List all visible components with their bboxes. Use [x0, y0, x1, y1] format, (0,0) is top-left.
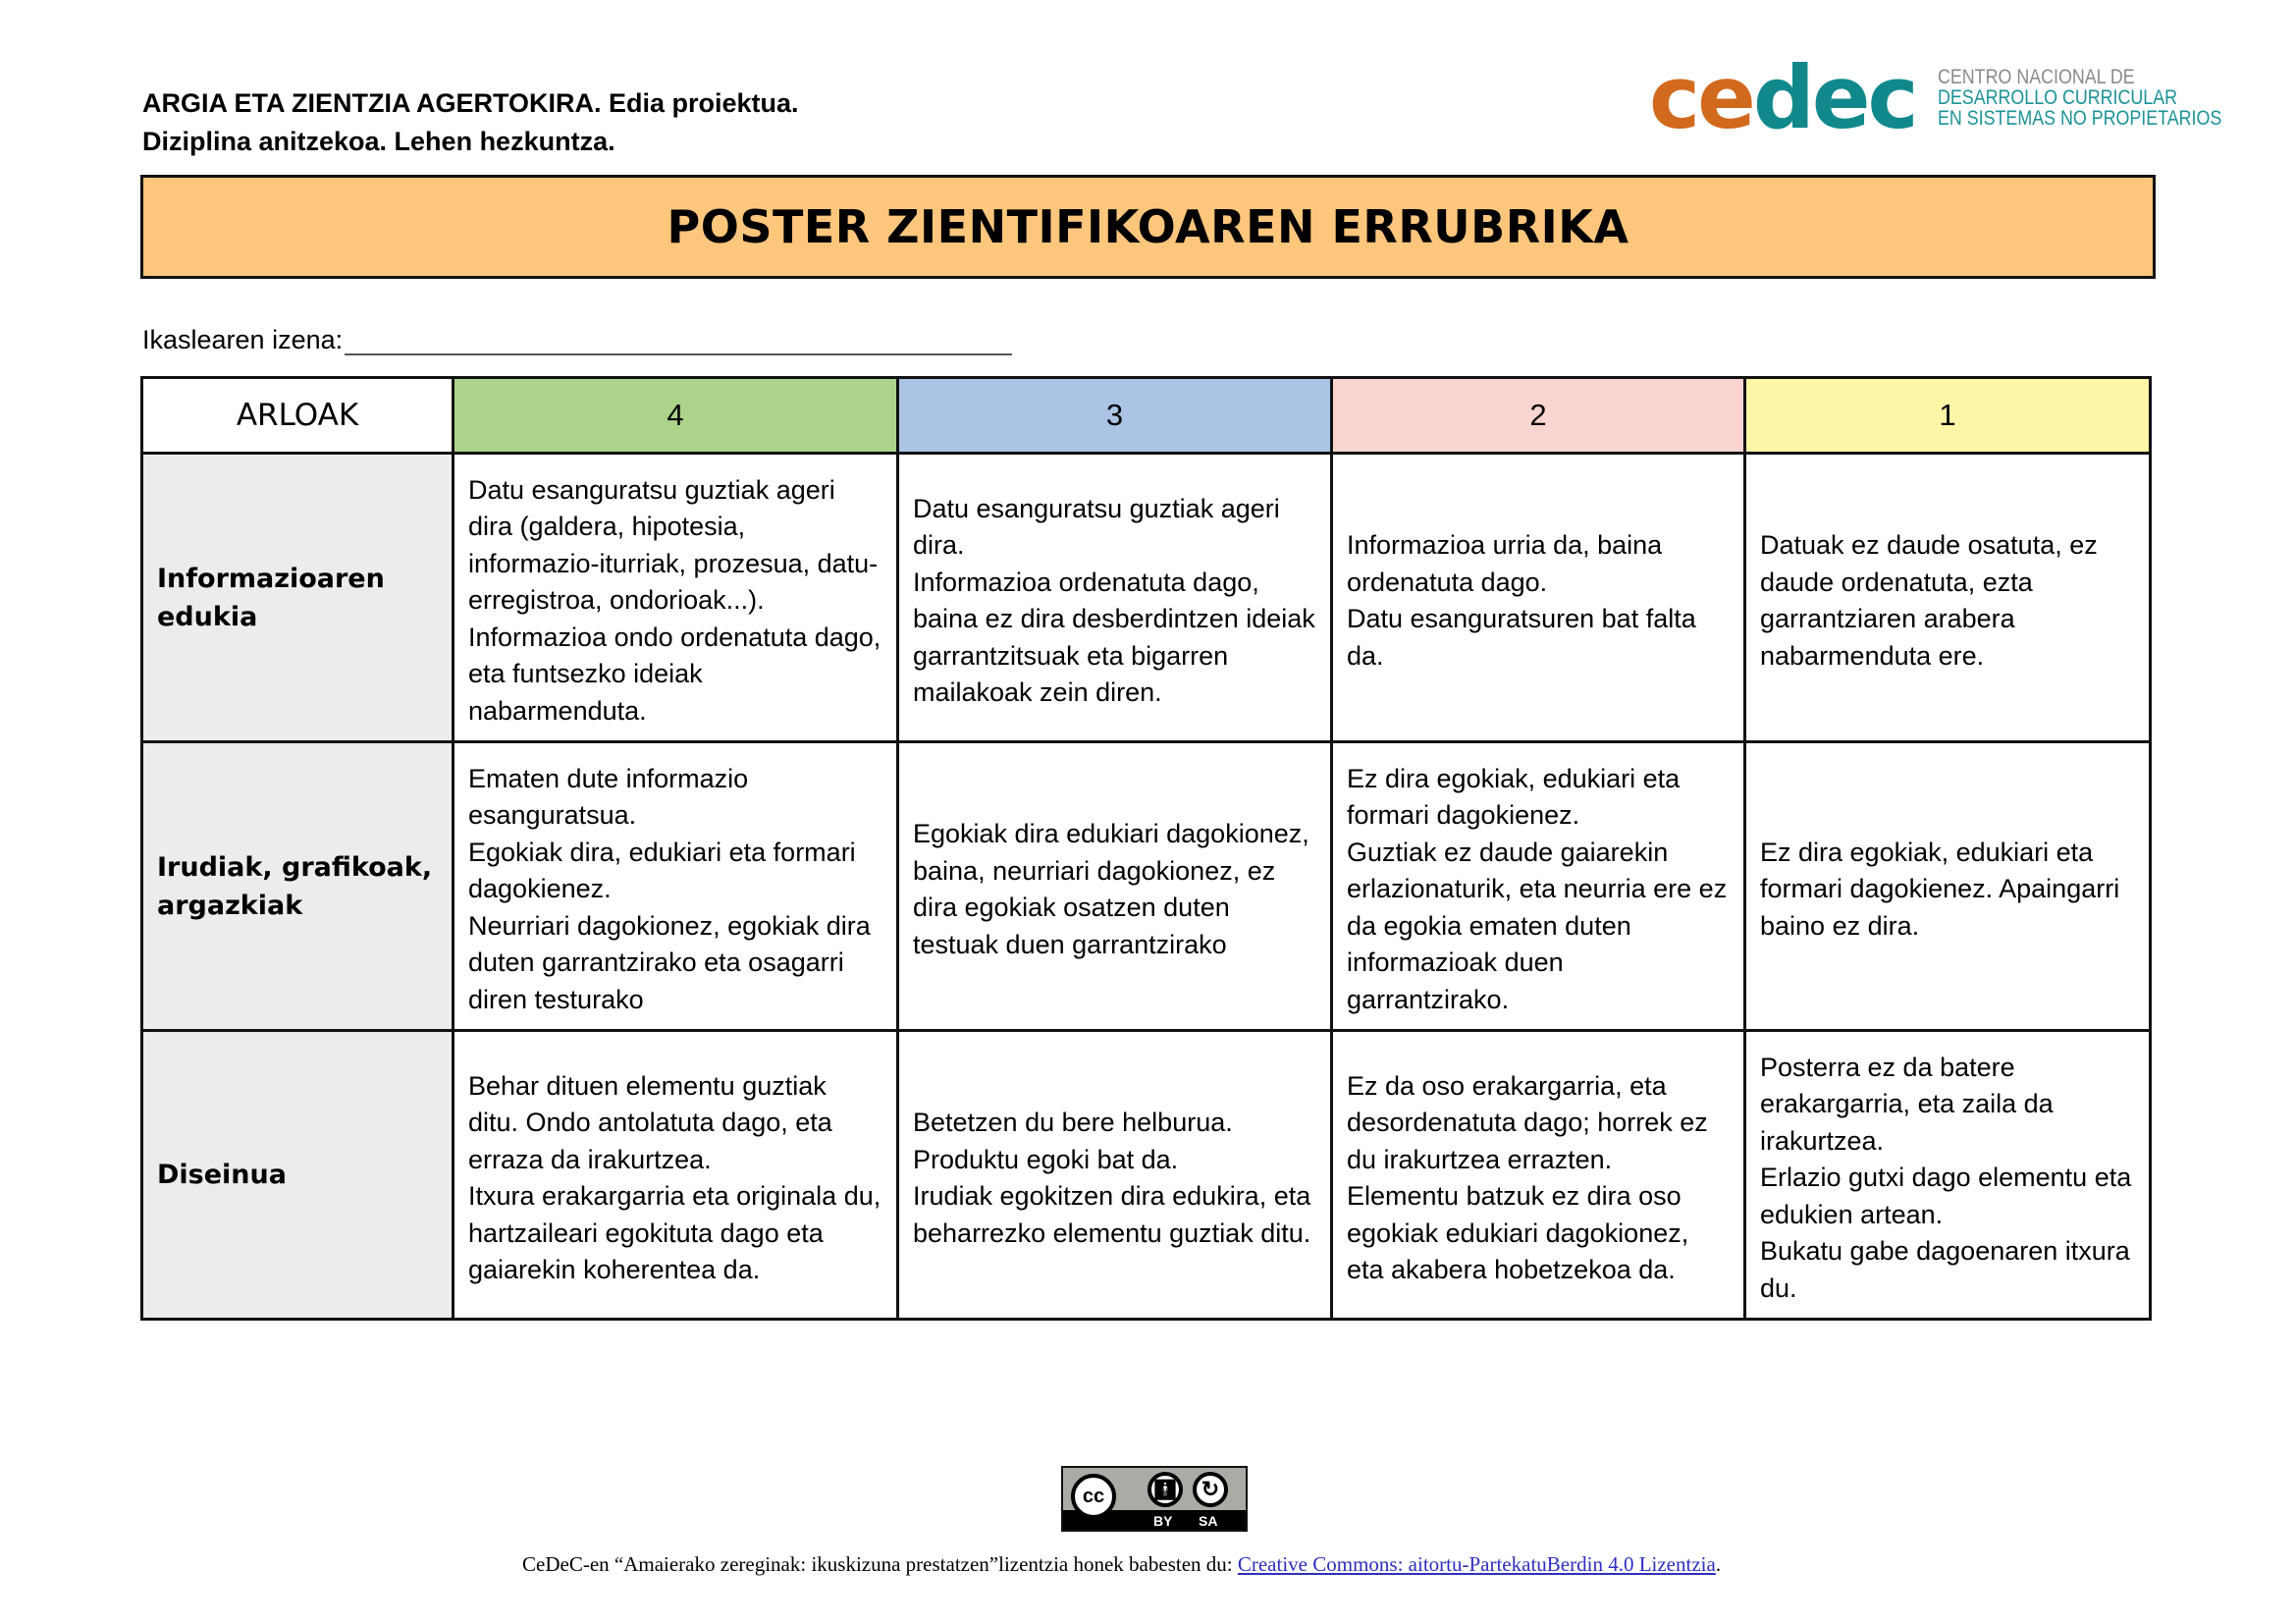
level-3-cell: Egokiak dira edukiari dagokionez, baina, neurriari dagokionez, ez dira egokiak osatzen duten testuak duen garrantzirako [898, 742, 1332, 1031]
license-footer [522, 1552, 1721, 1577]
header-areas: ARLOAK [142, 378, 454, 454]
header-level-2: 2 [1332, 378, 1745, 454]
level-2-cell: Informazioa urria da, baina ordenatuta dago. Datu esanguratsuren bat falta da. [1332, 454, 1745, 742]
cc-by-sa-icon[interactable] [1061, 1466, 1248, 1532]
header-level-1: 1 [1745, 378, 2151, 454]
attribution-icon: 🚹︎ [1148, 1472, 1183, 1507]
title-banner [140, 175, 2156, 279]
level-4-cell: Behar dituen elementu guztiak ditu. Ondo antolatuta dago, eta erraza da irakurtzea. Itxura erakargarria eta originala du, hartzaileari egokituta dago eta gaiarekin koherentea da. [454, 1031, 898, 1320]
cedec-logo-wordmark [1649, 46, 1916, 148]
sa-label: SA [1199, 1513, 1218, 1529]
level-4-cell: Ematen dute informazio esanguratsua. Egokiak dira, edukiari eta formari dagokienez. Neurriari dagokionez, egokiak dira duten garrantzirako eta osagarri diren testurako [454, 742, 898, 1031]
logo-word-orange: ce [1649, 46, 1753, 148]
level-1-cell: Datuak ez daude osatuta, ez daude ordenatuta, ezta garrantziaren arabera nabarmenduta ere. [1745, 454, 2151, 742]
row-area-label: Informazioaren edukia [142, 454, 454, 742]
project-title: ARGIA ETA ZIENTZIA AGERTOKIRA. Edia proiektua. [142, 88, 799, 118]
level-1-cell: Ez dira egokiak, edukiari eta formari dagokienez. Apaingarri baino ez dira. [1745, 742, 2151, 1031]
rubric-row [142, 742, 2151, 1031]
logo-sub-line-2: DESARROLLO CURRICULAR [1937, 86, 2177, 109]
level-4-cell: Datu esanguratsu guztiak ageri dira (galdera, hipotesia, informazio-iturriak, prozesua, datu-erregistroa, ondorioak...). Informazioa ondo ordenatuta dago, eta funtsezko ideiak nabarmenduta. [454, 454, 898, 742]
cc-icon [1071, 1474, 1116, 1519]
rubric-row [142, 1031, 2151, 1320]
logo-sub-line-1: CENTRO NACIONAL DE [1937, 66, 2135, 88]
logo-sub-line-3: EN SISTEMAS NO PROPIETARIOS [1937, 107, 2221, 130]
level-3-cell: Betetzen du bere helburua. Produktu egoki bat da. Irudiak egokitzen dira edukira, eta beharrezko elementu guztiak ditu. [898, 1031, 1332, 1320]
cc-icon-label: cc [1082, 1485, 1105, 1507]
row-area-label: Diseinua [142, 1031, 454, 1320]
cedec-logo-subtitle [1938, 67, 2221, 129]
level-1-cell: Posterra ez da batere erakargarria, eta zaila da irakurtzea. Erlazio gutxi dago elementu eta edukien artean. Bukatu gabe dagoenaren itxura du. [1745, 1031, 2151, 1320]
license-link[interactable]: Creative Commons: aitortu-PartekatuBerdin 4.0 Lizentzia [1237, 1552, 1716, 1576]
student-name-row [142, 325, 1012, 355]
level-2-cell: Ez dira egokiak, edukiari eta formari dagokienez. Guztiak ez daude gaiarekin erlazionaturik, eta neurria ere ez da egokia ematen duten informazioak duen garrantzirako. [1332, 742, 1745, 1031]
rubric-row [142, 454, 2151, 742]
cedec-logo [1649, 46, 2271, 148]
page-title: POSTER ZIENTIFIKOAREN ERRUBRIKA [667, 200, 1629, 253]
header-level-3: 3 [898, 378, 1332, 454]
rubric-table [140, 376, 2152, 1321]
rubric-header-row [142, 378, 2151, 454]
license-suffix: . [1715, 1552, 1722, 1576]
logo-word-teal: dec [1752, 46, 1916, 148]
row-area-label: Irudiak, grafikoak, argazkiak [142, 742, 454, 1031]
student-name-label: Ikaslearen izena: [142, 325, 344, 354]
by-label: BY [1153, 1513, 1173, 1529]
level-2-cell: Ez da oso erakargarria, eta desordenatuta dago; horrek ez du irakurtzea errazten. Elementu batzuk ez dira oso egokiak edukiari dagokionez, eta akabera hobetzekoa da. [1332, 1031, 1745, 1320]
share-alike-icon: ↻ [1193, 1472, 1228, 1507]
header-level-4: 4 [454, 378, 898, 454]
document-header [142, 84, 799, 161]
project-subtitle: Diziplina anitzekoa. Lehen hezkuntza. [142, 127, 615, 156]
student-name-field[interactable] [345, 326, 1012, 355]
level-3-cell: Datu esanguratsu guztiak ageri dira. Informazioa ordenatuta dago, baina ez dira desberdintzen ideiak garrantzitsuak eta bigarren mailakoak zein diren. [898, 454, 1332, 742]
license-text: CeDeC-en “Amaierako zereginak: ikuskizuna prestatzen”lizentzia honek babesten du: [522, 1552, 1238, 1576]
